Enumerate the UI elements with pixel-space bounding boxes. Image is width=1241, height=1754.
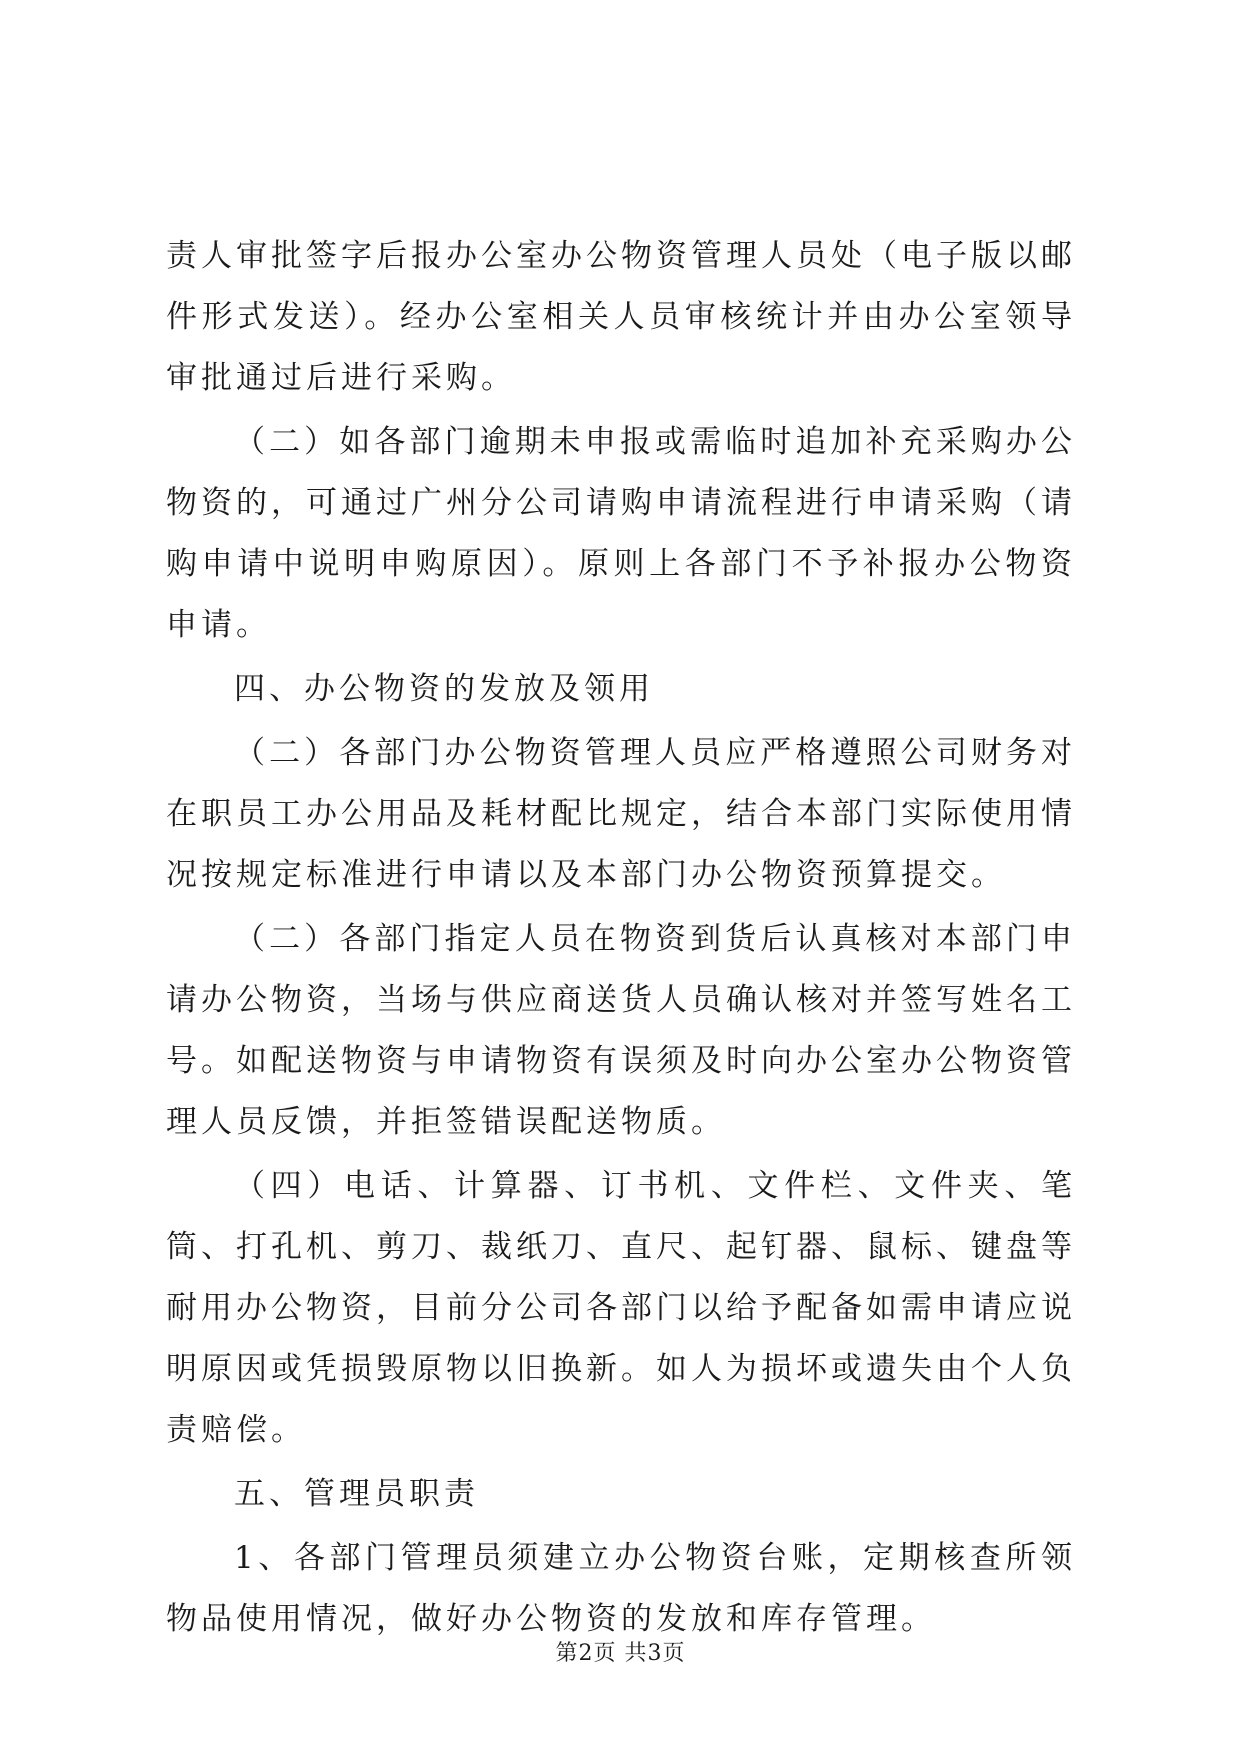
paragraph-delivery-check: （二）各部门指定人员在物资到货后认真核对本部门申请办公物资，当场与供应商送货人员确认核对并签写姓名工号。如配送物资与申请物资有误须及时向办公室办公物资管理人员反馈，并拒签错误配送物质。	[166, 921, 1076, 1140]
paragraph-budget-rules: （二）各部门办公物资管理人员应严格遵照公司财务对在职员工办公用品及耗材配比规定，结合本部门实际使用情况按规定标准进行申请以及本部门办公物资预算提交。	[166, 735, 1076, 893]
paragraph-continuation: 责人审批签字后报办公室办公物资管理人员处（电子版以邮件形式发送）。经办公室相关人员审核统计并由办公室领导审批通过后进行采购。	[166, 238, 1076, 396]
paragraph-late-request: （二）如各部门逾期未申报或需临时追加补充采购办公物资的，可通过广州分公司请购申请流程进行申请采购（请购申请中说明申购原因）。原则上各部门不予补报办公物资申请。	[166, 424, 1076, 643]
section-heading-admin-duties: 五、管理员职责	[234, 1476, 479, 1512]
section-heading-distribution: 四、办公物资的发放及领用	[234, 671, 654, 707]
document-body	[166, 226, 1076, 1650]
paragraph-durable-supplies: （四）电话、计算器、订书机、文件栏、文件夹、笔筒、打孔机、剪刀、裁纸刀、直尺、起钉器、鼠标、键盘等耐用办公物资，目前分公司各部门以给予配备如需申请应说明原因或凭损毁原物以旧换新。如人为损坏或遗失由个人负责赔偿。	[166, 1168, 1076, 1448]
paragraph-ledger: 1、各部门管理员须建立办公物资台账，定期核查所领物品使用情况，做好办公物资的发放和库存管理。	[166, 1540, 1076, 1637]
page-footer: 第2页 共3页	[555, 1641, 686, 1666]
